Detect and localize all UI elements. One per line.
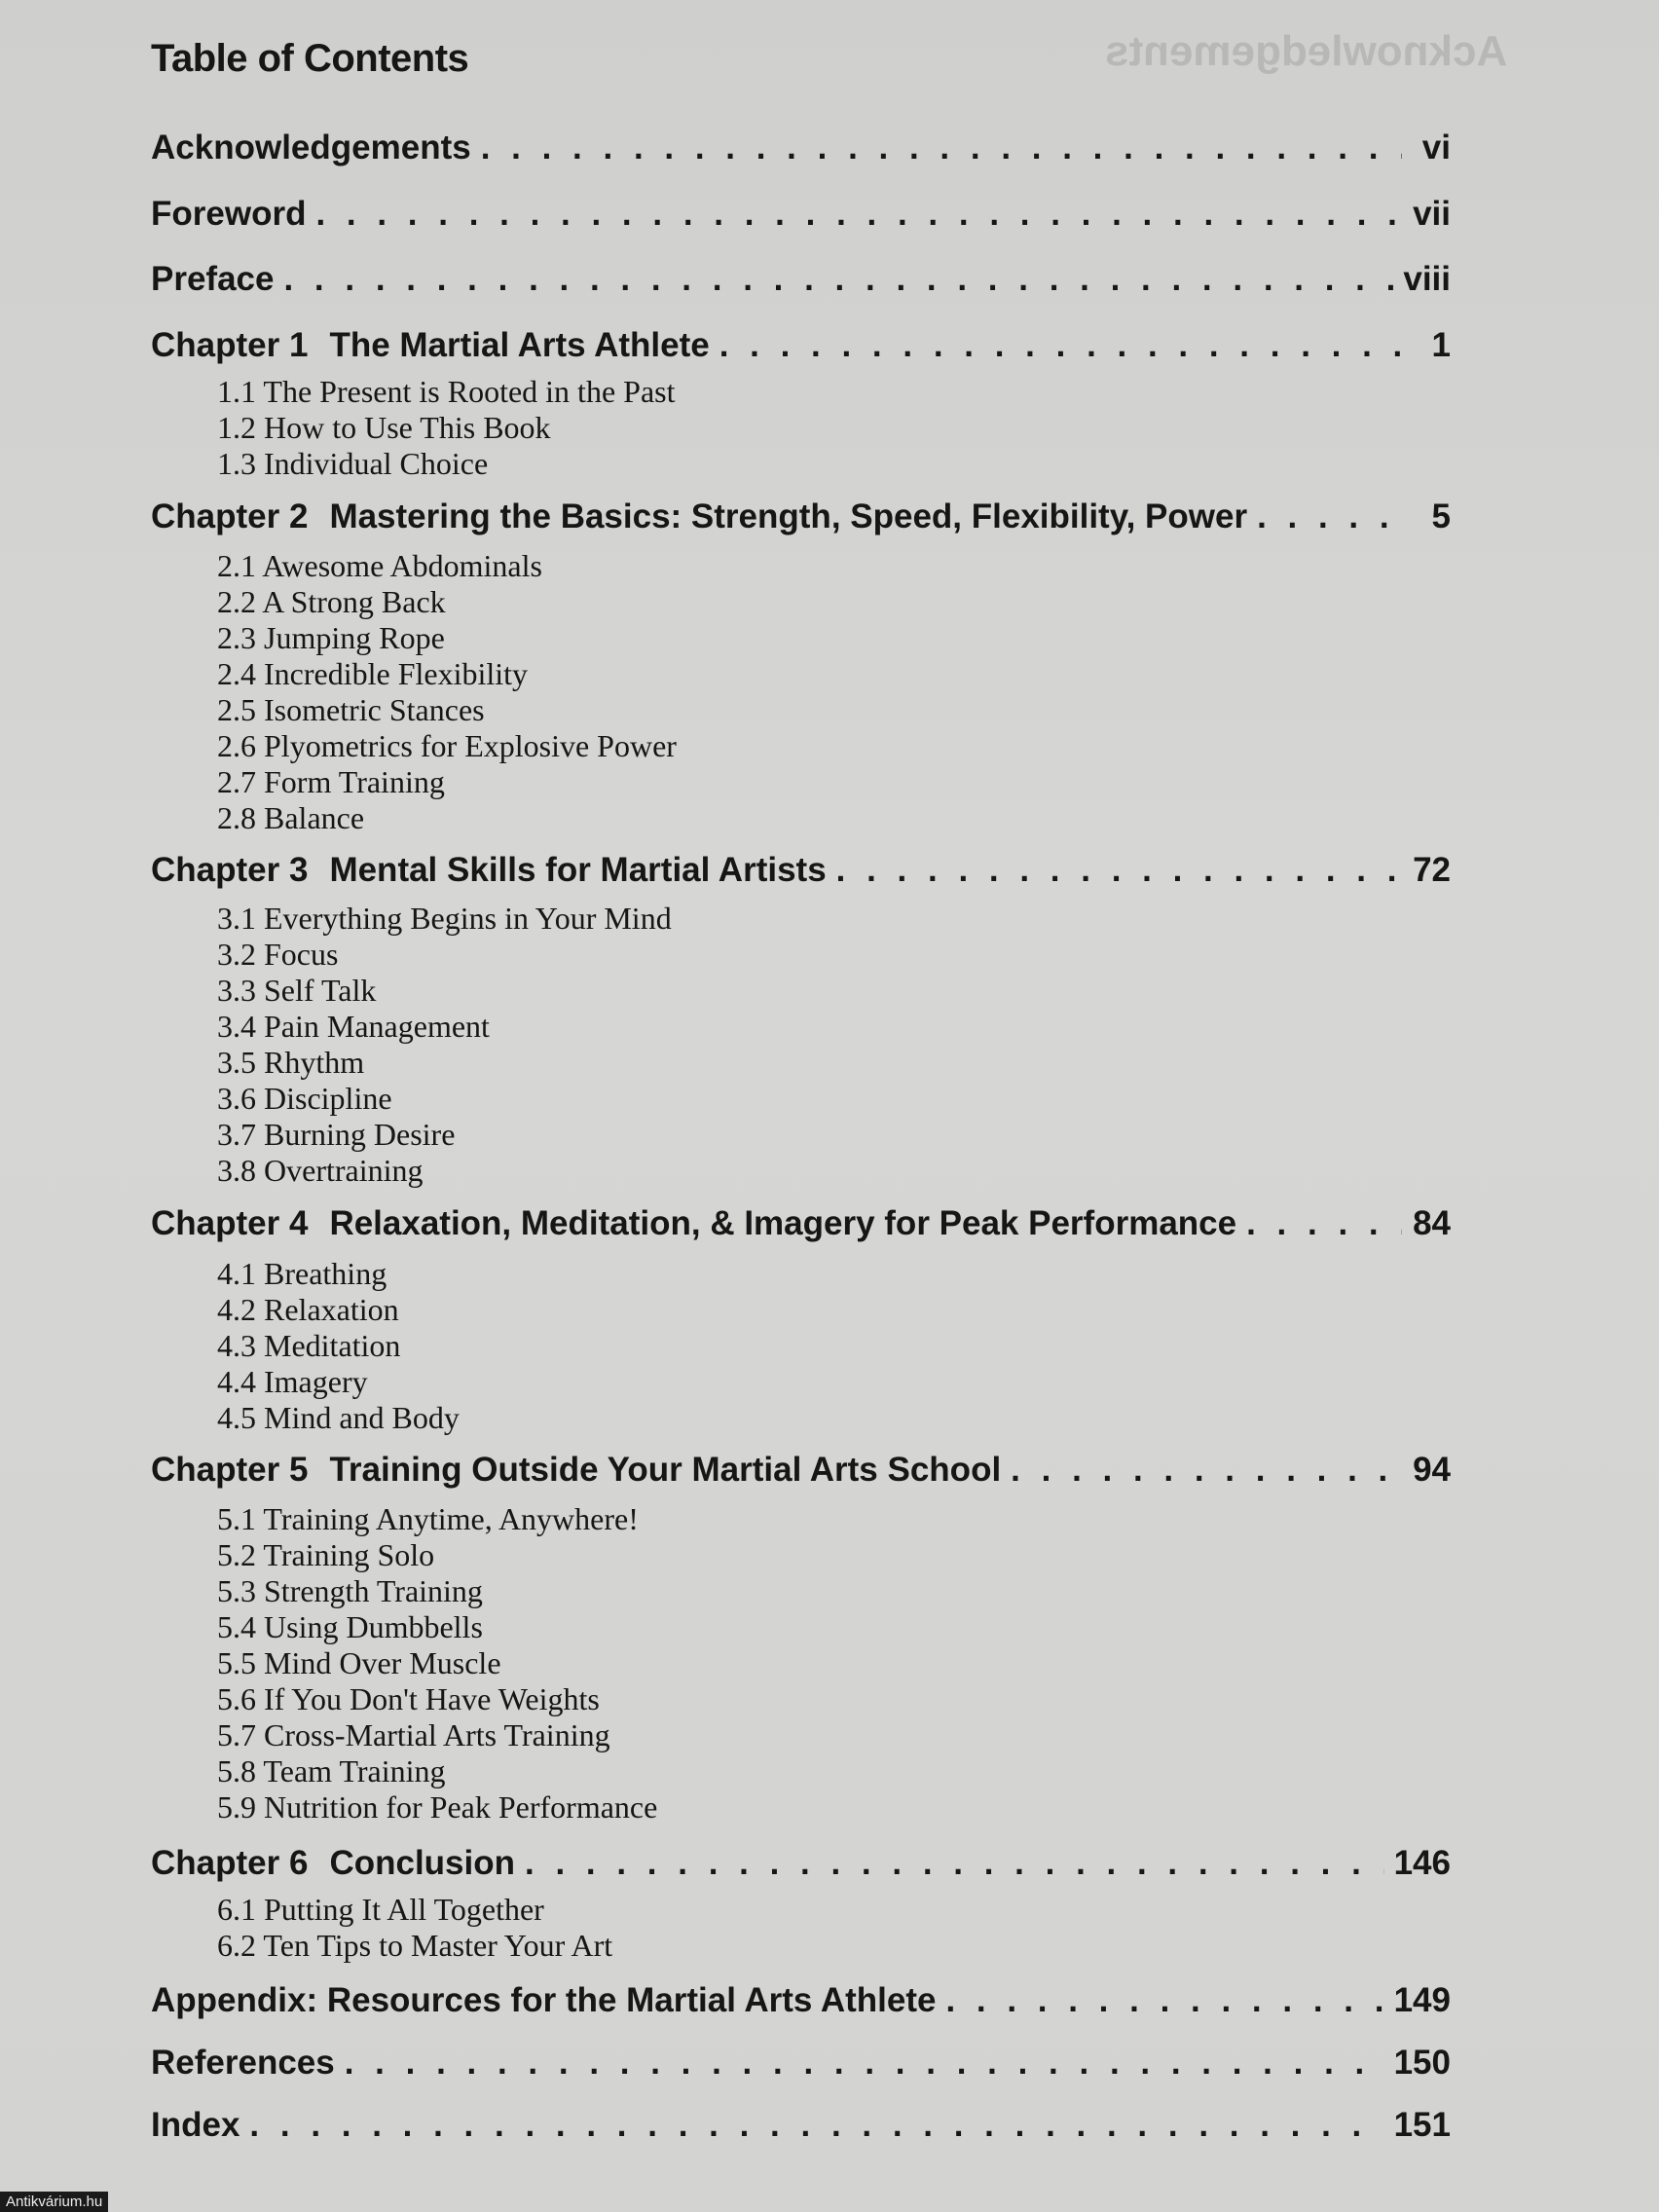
- chapter-title: The Martial Arts Athlete: [329, 326, 710, 364]
- section-item[interactable]: 5.7 Cross-Martial Arts Training: [217, 1717, 610, 1752]
- chapter-1-sections: [217, 374, 675, 482]
- section-item[interactable]: 3.7 Burning Desire: [217, 1117, 456, 1152]
- section-item[interactable]: 3.6 Discipline: [217, 1081, 392, 1116]
- section-item[interactable]: 4.3 Meditation: [217, 1328, 401, 1363]
- section-item[interactable]: 5.1 Training Anytime, Anywhere!: [217, 1501, 639, 1536]
- toc-entry-label: Foreword: [151, 195, 307, 233]
- chapter-title: Training Outside Your Martial Arts School: [329, 1451, 1002, 1489]
- toc-page-number: 150: [1393, 2044, 1451, 2082]
- chapter-number: Chapter 6: [151, 1844, 309, 1882]
- leader-dots: [249, 2106, 1383, 2145]
- toc-chapter-1[interactable]: [151, 326, 1451, 365]
- chapter-number: Chapter 5: [151, 1451, 309, 1489]
- toc-page-number: 84: [1413, 1204, 1451, 1242]
- chapter-title: Relaxation, Meditation, & Imagery for Peak Performance: [329, 1204, 1237, 1242]
- toc-entry-label: Appendix: Resources for the Martial Arts Athlete: [151, 1981, 937, 2019]
- chapter-title: Conclusion: [329, 1844, 515, 1882]
- chapter-number: Chapter 4: [151, 1204, 309, 1242]
- section-item[interactable]: 5.4 Using Dumbbells: [217, 1609, 483, 1644]
- chapter-2-sections: [217, 548, 677, 836]
- section-item[interactable]: 3.2 Focus: [217, 937, 339, 972]
- section-item[interactable]: 2.5 Isometric Stances: [217, 692, 485, 727]
- toc-chapter-4[interactable]: [151, 1204, 1451, 1243]
- chapter-3-sections: [217, 901, 672, 1189]
- section-item[interactable]: 3.5 Rhythm: [217, 1045, 365, 1080]
- section-item[interactable]: 2.8 Balance: [217, 800, 365, 835]
- leader-dots: [836, 851, 1402, 890]
- section-item[interactable]: 4.1 Breathing: [217, 1256, 387, 1291]
- leader-dots: [1011, 1451, 1402, 1490]
- section-item[interactable]: 2.6 Plyometrics for Explosive Power: [217, 728, 677, 763]
- section-item[interactable]: 4.5 Mind and Body: [217, 1400, 460, 1435]
- section-item[interactable]: 5.5 Mind Over Muscle: [217, 1645, 501, 1680]
- toc-entry-label: References: [151, 2044, 335, 2082]
- section-item[interactable]: 4.4 Imagery: [217, 1364, 368, 1399]
- leader-dots: [283, 260, 1393, 299]
- section-item[interactable]: 2.4 Incredible Flexibility: [217, 656, 529, 691]
- toc-page-number: 1: [1431, 326, 1451, 364]
- section-item[interactable]: 5.9 Nutrition for Peak Performance: [217, 1789, 658, 1825]
- toc-page-number: 146: [1393, 1844, 1451, 1882]
- section-item[interactable]: 5.6 If You Don't Have Weights: [217, 1681, 600, 1716]
- leader-dots: [481, 129, 1402, 167]
- leader-dots: [719, 326, 1402, 365]
- toc-page-number: 72: [1413, 851, 1451, 889]
- toc-chapter-5[interactable]: [151, 1451, 1451, 1490]
- page-title: Table of Contents: [151, 37, 469, 80]
- section-item[interactable]: 6.1 Putting It All Together: [217, 1892, 544, 1927]
- toc-entry-acknowledgements[interactable]: [151, 129, 1451, 167]
- chapter-number: Chapter 2: [151, 498, 309, 535]
- chapter-title: Mental Skills for Martial Artists: [329, 851, 827, 889]
- chapter-number: Chapter 3: [151, 851, 309, 889]
- section-item[interactable]: 3.3 Self Talk: [217, 973, 377, 1008]
- toc-entry-references[interactable]: [151, 2044, 1451, 2083]
- toc-entry-foreword[interactable]: [151, 195, 1451, 234]
- chapter-title: Mastering the Basics: Strength, Speed, Flexibility, Power: [329, 498, 1248, 535]
- leader-dots: [315, 195, 1402, 234]
- toc-page-number: vi: [1421, 129, 1451, 166]
- toc-page-number: viii: [1403, 260, 1451, 298]
- section-item[interactable]: 6.2 Ten Tips to Master Your Art: [217, 1928, 613, 1963]
- section-item[interactable]: 2.3 Jumping Rope: [217, 620, 445, 655]
- leader-dots: [945, 1981, 1383, 2020]
- toc-entry-preface[interactable]: [151, 260, 1451, 299]
- toc-entry-label: Acknowledgements: [151, 129, 471, 166]
- leader-dots: [1257, 498, 1402, 536]
- toc-chapter-3[interactable]: [151, 851, 1451, 890]
- toc-page-number: 94: [1413, 1451, 1451, 1489]
- toc-chapter-2[interactable]: [151, 498, 1451, 536]
- section-item[interactable]: 1.3 Individual Choice: [217, 446, 489, 481]
- watermark-stamp: Antikvárium.hu: [0, 2192, 108, 2212]
- section-item[interactable]: 1.1 The Present is Rooted in the Past: [217, 374, 676, 409]
- toc-page-number: vii: [1413, 195, 1451, 233]
- leader-dots: [1246, 1204, 1402, 1243]
- section-item[interactable]: 2.1 Awesome Abdominals: [217, 548, 542, 583]
- section-item[interactable]: 5.2 Training Solo: [217, 1537, 435, 1572]
- toc-entry-appendix[interactable]: [151, 1981, 1451, 2020]
- toc-entry-index[interactable]: [151, 2106, 1451, 2145]
- section-item[interactable]: 2.7 Form Training: [217, 764, 445, 799]
- chapter-number: Chapter 1: [151, 326, 309, 364]
- section-item[interactable]: 5.8 Team Training: [217, 1753, 446, 1788]
- section-item[interactable]: 2.2 A Strong Back: [217, 584, 446, 619]
- toc-chapter-6[interactable]: [151, 1844, 1451, 1883]
- section-item[interactable]: 3.8 Overtraining: [217, 1153, 424, 1188]
- section-item[interactable]: 5.3 Strength Training: [217, 1573, 483, 1608]
- section-item[interactable]: 3.1 Everything Begins in Your Mind: [217, 901, 672, 936]
- toc-page-number: 151: [1393, 2106, 1451, 2144]
- section-item[interactable]: 1.2 How to Use This Book: [217, 410, 551, 445]
- leader-dots: [345, 2044, 1384, 2083]
- section-item[interactable]: 4.2 Relaxation: [217, 1292, 399, 1327]
- chapter-4-sections: [217, 1256, 460, 1436]
- section-item[interactable]: 3.4 Pain Management: [217, 1009, 490, 1044]
- toc-entry-label: Preface: [151, 260, 275, 298]
- bleed-through-heading: Acknowledgements: [1105, 27, 1508, 75]
- chapter-6-sections: [217, 1892, 612, 1964]
- toc-page-number: 5: [1431, 498, 1451, 535]
- chapter-5-sections: [217, 1501, 657, 1825]
- toc-entry-label: Index: [151, 2106, 240, 2144]
- leader-dots: [525, 1844, 1384, 1883]
- toc-page-number: 149: [1393, 1981, 1451, 2019]
